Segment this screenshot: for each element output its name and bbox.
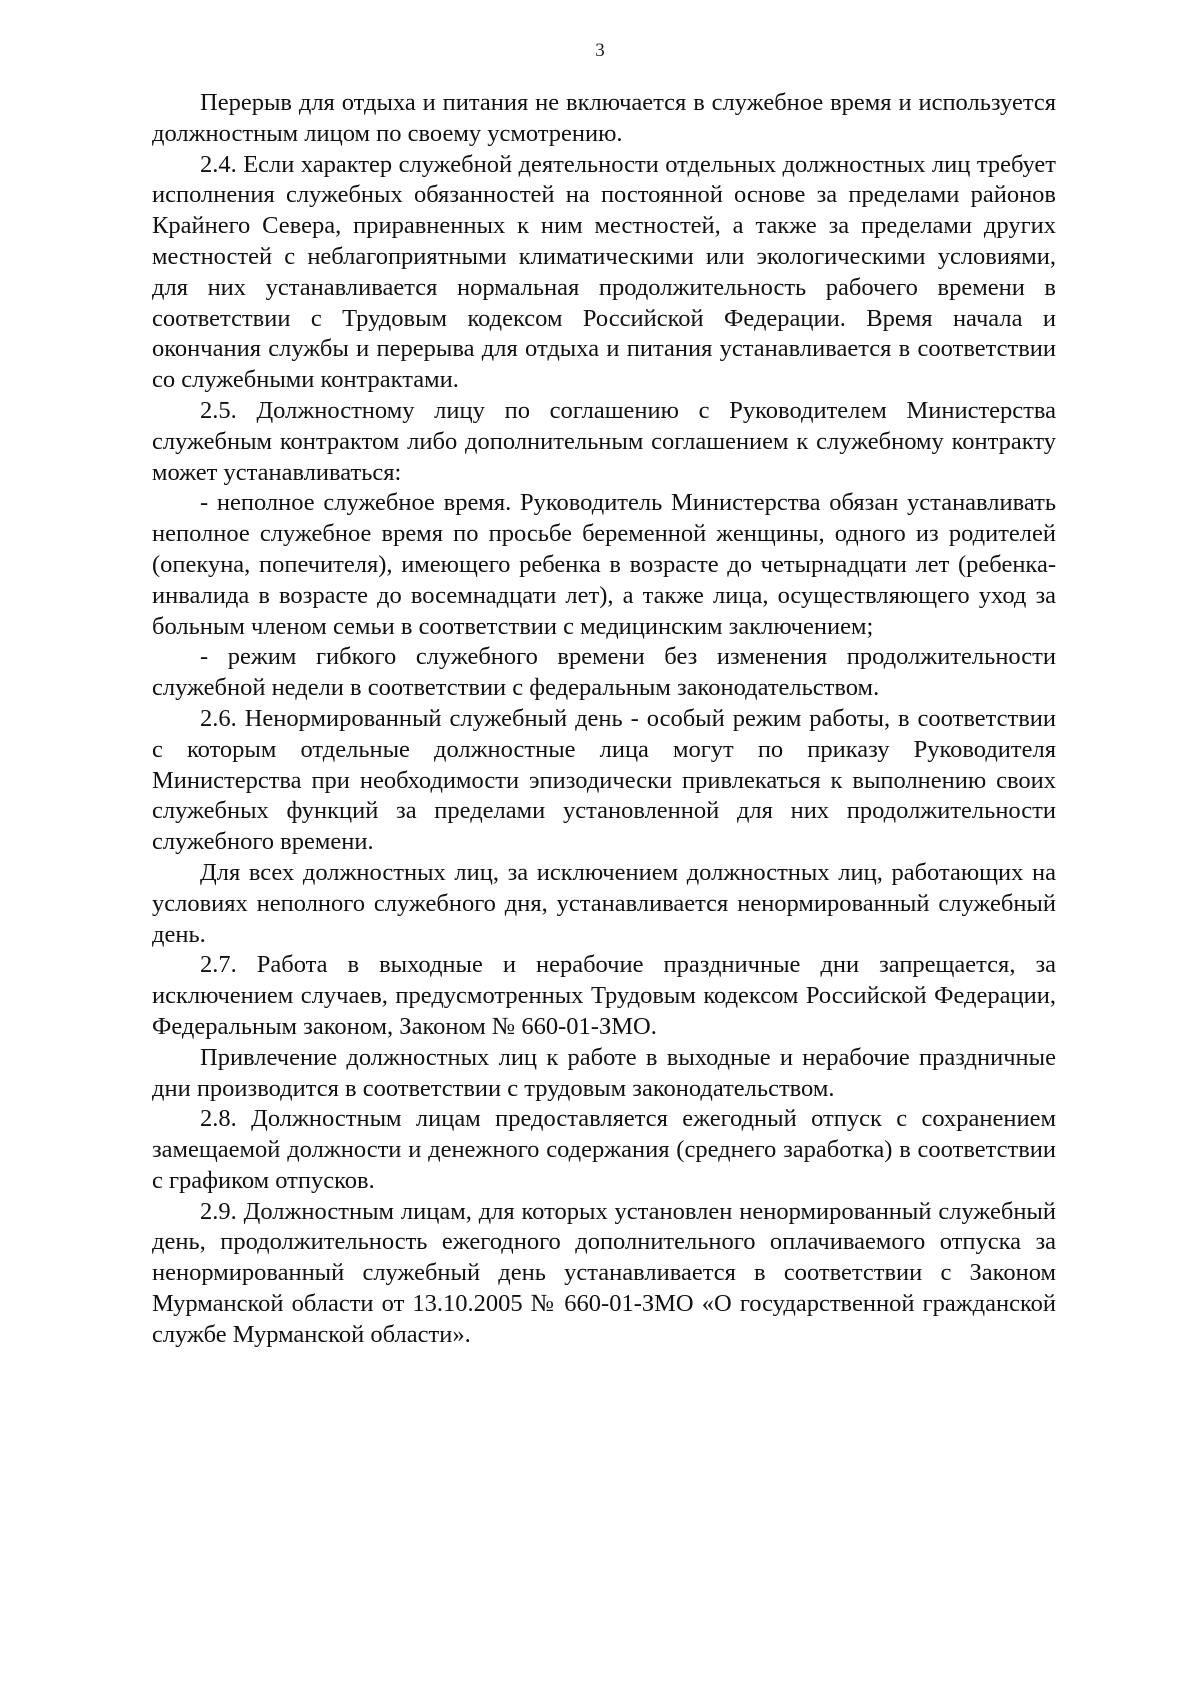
paragraph-2-9: 2.9. Должностным лицам, для которых установлен ненормированный служебный день, продолжительность ежегодного дополнительного оплачиваемого отпуска за ненормированный служебный день устанавливается в соответствии с Законом Мурманской области от 13.10.2005 № 660-01-ЗМО «О государственной гражданской службе Мурманской области». xyxy=(152,1197,1056,1348)
page-number: 3 xyxy=(595,40,605,61)
document-body xyxy=(152,88,1056,1351)
paragraph-2-6: 2.6. Ненормированный служебный день - особый режим работы, в соответствии с которым отдельные должностные лица могут по приказу Руководителя Министерства при необходимости эпизодически привлекаться к выполнению своих служебных функций за пределами установленной для них продолжительности служебного времени. xyxy=(152,704,1056,856)
paragraph-2-8: 2.8. Должностным лицам предоставляется ежегодный отпуск с сохранением замещаемой должности и денежного содержания (среднего заработка) в соответствии с графиком отпусков. xyxy=(152,1105,1056,1194)
list-item-flexible-time: - режим гибкого служебного времени без изменения продолжительности служебной недели в соответствии с федеральным законодательством. xyxy=(152,643,1056,702)
paragraph-break-rule: Перерыв для отдыха и питания не включается в служебное время и используется должностным лицом по своему усмотрению. xyxy=(152,89,1056,147)
list-item-part-time: - неполное служебное время. Руководитель Министерства обязан устанавливать неполное служебное время по просьбе беременной женщины, одного из родителей (опекуна, попечителя), имеющего ребенка в возрасте до четырнадцати лет (ребенка-инвалида в возрасте до восемнадцати лет), а также лица, осуществляющего уход за больным членом семьи в соответствии с медицинским заключением; xyxy=(152,489,1056,640)
paragraph-2-7: 2.7. Работа в выходные и нерабочие праздничные дни запрещается, за исключением случаев, предусмотренных Трудовым кодексом Российской Федерации, Федеральным законом, Законом № 660-01-ЗМО. xyxy=(152,951,1056,1040)
paragraph-2-4: 2.4. Если характер служебной деятельности отдельных должностных лиц требует исполнения служебных обязанностей на постоянной основе за пределами районов Крайнего Севера, приравненных к ним местностей, а также за пределами других местностей с неблагоприятными климатическими или экологическими условиями, для них устанавливается нормальная продолжительность рабочего времени в соответствии с Трудовым кодексом Российской Федерации. Время начала и окончания службы и перерыва для отдыха и питания устанавливается в соответствии со служебными контрактами. xyxy=(152,150,1056,394)
paragraph-2-5: 2.5. Должностному лицу по соглашению с Руководителем Министерства служебным контрактом либо дополнительным соглашением к служебному контракту может устанавливаться: xyxy=(152,396,1056,486)
paragraph-holiday-work: Привлечение должностных лиц к работе в выходные и нерабочие праздничные дни производится в соответствии с трудовым законодательством. xyxy=(152,1043,1056,1102)
paragraph-irregular-day: Для всех должностных лиц, за исключением должностных лиц, работающих на условиях неполного служебного дня, устанавливается ненормированный служебный день. xyxy=(152,858,1056,948)
